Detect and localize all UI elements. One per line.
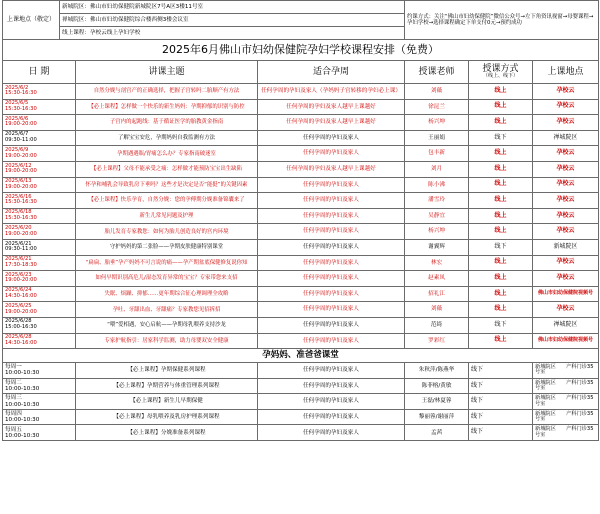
col-header-date: 日 期 — [3, 61, 76, 84]
session-row — [3, 239, 599, 255]
weekly-method: 线下 — [469, 409, 533, 425]
session-teacher: 王丽娟 — [405, 130, 469, 146]
session-week: 任何孕周的孕妇及家人越早上课越好 — [258, 161, 405, 177]
session-date-time: 09:30-11:00 — [5, 137, 37, 144]
session-date-time: 15:30-16:30 — [5, 199, 37, 206]
session-row — [3, 115, 599, 131]
session-method: 线上 — [469, 224, 533, 240]
session-date-day: 2025/6/28 — [5, 334, 32, 341]
session-teacher: 徐昆兰 — [405, 99, 469, 115]
session-location: 孕校云 — [533, 208, 599, 224]
session-location: 佛山市妇幼保健院视频号 — [533, 333, 599, 349]
session-location: 孕校云 — [533, 146, 599, 162]
session-method: 线上 — [469, 99, 533, 115]
session-row — [3, 224, 599, 240]
weekly-location: 新城院区 产科门诊35号室 — [533, 394, 599, 410]
session-method: 线上 — [469, 115, 533, 131]
weekly-method: 线下 — [469, 425, 533, 441]
session-date — [3, 271, 76, 287]
region-online: 线上课程：孕校云线上孕妇学校 — [60, 27, 405, 40]
weekly-row — [3, 394, 599, 410]
session-method: 线上 — [469, 146, 533, 162]
weekly-topic: 【必上课程】母乳喂养及乳房护理系列课程 — [76, 409, 258, 425]
session-date — [3, 286, 76, 302]
session-teacher: 刘月 — [405, 161, 469, 177]
weekly-method: 线下 — [469, 363, 533, 379]
weekly-location: 新城院区 产科门诊35号室 — [533, 409, 599, 425]
session-location: 孕校云 — [533, 224, 599, 240]
session-location: 孕校云 — [533, 177, 599, 193]
session-method: 线上 — [469, 302, 533, 318]
session-teacher: 刘薇 — [405, 302, 469, 318]
weekly-teacher: 黎丽蓉/谢丽萍 — [405, 409, 469, 425]
weekly-location: 新城院区 产科门诊35号室 — [533, 363, 599, 379]
page-title: 2025年6月佛山市妇幼保健院孕妇学校课程安排（免费） — [3, 40, 599, 61]
weekly-day-time: 10:00-10:30 — [5, 432, 40, 439]
session-date — [3, 99, 76, 115]
session-teacher: 陈小沸 — [405, 177, 469, 193]
session-date-time: 17:30-18:30 — [5, 261, 37, 268]
weekly-day-name: 每周三 — [5, 395, 22, 402]
region-xincheng: 新城院区：佛山市妇幼保健院新城院区7号A区3楼11号室 — [60, 1, 405, 14]
session-method: 线上 — [469, 177, 533, 193]
session-method: 线上 — [469, 161, 533, 177]
weekly-week: 任何孕周的孕妇及家人 — [258, 409, 405, 425]
session-location: 孕校云 — [533, 271, 599, 287]
session-week: 任何孕周的孕妇及家人 — [258, 130, 405, 146]
session-teacher: 范绮 — [405, 317, 469, 333]
session-date-time: 19:00-20:00 — [5, 277, 37, 284]
session-date — [3, 333, 76, 349]
session-date — [3, 317, 76, 333]
weekly-day-name: 每周一 — [5, 364, 22, 371]
session-date-day: 2025/6/20 — [5, 224, 32, 231]
session-teacher: 罗彩红 — [405, 333, 469, 349]
weekly-week: 任何孕周的孕妇及家人 — [258, 394, 405, 410]
col-header-week: 适合孕周 — [258, 61, 405, 84]
session-location: 禅城院区 — [533, 317, 599, 333]
session-date — [3, 224, 76, 240]
weekly-location: 新城院区 产科门诊35号室 — [533, 425, 599, 441]
session-week: 任何孕周的孕妇及家人 — [258, 286, 405, 302]
session-row — [3, 271, 599, 287]
weekly-row — [3, 409, 599, 425]
session-row — [3, 255, 599, 271]
session-row — [3, 84, 599, 100]
session-topic: 【必上课程】快乐孕育，自然分娩：您的孕傅期分娩准备锦囊来了 — [76, 193, 258, 209]
session-method: 线上 — [469, 84, 533, 100]
weekly-day — [3, 363, 76, 379]
weekly-day-name: 每周五 — [5, 426, 22, 433]
session-row — [3, 193, 599, 209]
session-date-day: 2025/6/2 — [5, 84, 29, 91]
weekly-day-time: 10:00-10:30 — [5, 401, 40, 408]
session-row — [3, 130, 599, 146]
session-topic: “喂”爱相遇，安心启航——孕期母乳喂养支持沙龙 — [76, 317, 258, 333]
weekly-location: 新城院区 产科门诊35号室 — [533, 378, 599, 394]
booking-note: 约课方式：关注“佛山市妇幼保健院”微信公众号→左下角资讯视窗→母婴课程→孕妇学校→选择课程确定下单支付0元→预约成功 — [405, 1, 599, 40]
session-row — [3, 146, 599, 162]
session-teacher: 林宏 — [405, 255, 469, 271]
session-teacher: 赵素凤 — [405, 271, 469, 287]
session-location: 孕校云 — [533, 255, 599, 271]
session-date-day: 2025/6/23 — [5, 271, 32, 278]
session-method: 线上 — [469, 333, 533, 349]
weekly-week: 任何孕周的孕妇及家人 — [258, 425, 405, 441]
weekly-method: 线下 — [469, 394, 533, 410]
session-week: 任何孕周的孕妇及家人（孕妈妈子宫转移的孕妇必上课） — [258, 84, 405, 100]
session-date — [3, 208, 76, 224]
session-topic: 专家护航指引：居家科学监测，助力母婴双安全健康 — [76, 333, 258, 349]
col-header-teacher: 授课老师 — [405, 61, 469, 84]
session-method: 线下 — [469, 130, 533, 146]
session-date-day: 2025/6/7 — [5, 131, 29, 138]
session-topic: 孕期遇遇瓶/胃痛怎么办？专家指南破迷室 — [76, 146, 258, 162]
weekly-section-row — [3, 349, 599, 363]
region-chancheng: 禅城院区：佛山市妇幼保健院综合楼西侧3楼会议室 — [60, 14, 405, 27]
session-location: 孕校云 — [533, 115, 599, 131]
weekly-day-time: 10:00-10:30 — [5, 385, 40, 392]
col-header-method — [469, 61, 533, 84]
session-topic: 了解宝宝安危，孕期妈妈自我监测有方法 — [76, 130, 258, 146]
location-label: 上课地点（敬定） — [3, 1, 60, 40]
weekly-topic: 【必上课程】孕期保健系列课程 — [76, 363, 258, 379]
session-location: 佛山市妇幼保健院视频号 — [533, 286, 599, 302]
session-date — [3, 255, 76, 271]
session-row — [3, 161, 599, 177]
session-date — [3, 115, 76, 131]
session-teacher: 刘薇 — [405, 84, 469, 100]
session-topic: 如何早期识别高危儿/湿态发育异常的宝宝？专家带您来支招 — [76, 271, 258, 287]
session-date — [3, 130, 76, 146]
session-week: 任何孕周的孕妇及家人 — [258, 146, 405, 162]
session-teacher: 包丰新 — [405, 146, 469, 162]
weekly-teacher: 朱秋萍/陈燕华 — [405, 363, 469, 379]
session-teacher: 吴静宜 — [405, 208, 469, 224]
weekly-day — [3, 409, 76, 425]
session-date-time: 15:00-16:30 — [5, 324, 37, 331]
session-topic: 【必上课程】怎样做一个快乐的新生妈妈：孕期抑郁的识别与防控 — [76, 99, 258, 115]
session-week: 任何孕周的孕妇及家人 — [258, 177, 405, 193]
session-date-day: 2025/6/21 — [5, 256, 32, 263]
session-date-day: 2025/6/21 — [5, 240, 32, 247]
session-method: 线下 — [469, 239, 533, 255]
session-teacher: 招礼江 — [405, 286, 469, 302]
session-teacher: 潘雪玲 — [405, 193, 469, 209]
session-topic: 自然分娩与剖宫产的正确选择，把握子宫转吗二胎顺产有方法 — [76, 84, 258, 100]
session-date-day: 2025/6/25 — [5, 302, 32, 309]
session-date-time: 19:00-20:00 — [5, 230, 37, 237]
session-topic: 【必上课程】父母不能承受之痛：怎样做才能预防宝宝出生缺陷 — [76, 161, 258, 177]
session-date-time: 15:30-16:30 — [5, 215, 37, 222]
session-week: 任何孕周的孕妇及家人 — [258, 271, 405, 287]
session-teacher: 杨兴坤 — [405, 115, 469, 131]
weekly-day-name: 每周四 — [5, 411, 22, 418]
session-location: 孕校云 — [533, 193, 599, 209]
col-header-topic: 讲课主题 — [76, 61, 258, 84]
session-date-time: 15:30-16:30 — [5, 105, 37, 112]
session-topic: “扁扁、胎垂”孕产妈妈不可言说的痛——孕产期盆底保健修复说你知 — [76, 255, 258, 271]
session-date-day: 2025/6/6 — [5, 115, 29, 122]
session-location: 孕校云 — [533, 99, 599, 115]
session-method: 线下 — [469, 317, 533, 333]
weekly-row — [3, 378, 599, 394]
session-date-time: 19:00-20:00 — [5, 152, 37, 159]
weekly-row — [3, 425, 599, 441]
weekly-day — [3, 378, 76, 394]
session-method: 线上 — [469, 193, 533, 209]
session-week: 任何孕周的孕妇及家人 — [258, 239, 405, 255]
session-date-day: 2025/6/18 — [5, 209, 32, 216]
session-teacher: 谢翼辉 — [405, 239, 469, 255]
session-date-day: 2025/6/16 — [5, 193, 32, 200]
session-date — [3, 239, 76, 255]
session-row — [3, 99, 599, 115]
session-teacher: 杨兴坤 — [405, 224, 469, 240]
session-date-day: 2025/6/24 — [5, 287, 32, 294]
weekly-topic: 【必上课程】分娩准备系列课程 — [76, 425, 258, 441]
session-date-time: 19:00-20:00 — [5, 121, 37, 128]
session-topic: 守护妈妈的第二张脸——孕期皮肤健康特别课堂 — [76, 239, 258, 255]
session-date-time: 15:30-16:30 — [5, 90, 37, 97]
weekly-week: 任何孕周的孕妇及家人 — [258, 378, 405, 394]
weekly-topic: 【必上课程】孕期营养与体重管理系列课程 — [76, 378, 258, 394]
weekly-day-time: 10:00-10:30 — [5, 370, 40, 377]
session-date — [3, 193, 76, 209]
session-topic: 子宫内的起跑线：基于循证医学的胎教黄金指南 — [76, 115, 258, 131]
schedule-table — [2, 0, 599, 441]
session-location: 禅城院区 — [533, 130, 599, 146]
weekly-day-time: 10:00-10:30 — [5, 417, 40, 424]
weekly-day — [3, 394, 76, 410]
session-date-day: 2025/6/9 — [5, 146, 29, 153]
session-date-time: 14:30-16:00 — [5, 339, 37, 346]
session-date-time: 14:30-16:00 — [5, 293, 37, 300]
session-topic: 胎儿发育专家教您：如何为胎儿创造良好的宫内环境 — [76, 224, 258, 240]
session-row — [3, 208, 599, 224]
session-date — [3, 161, 76, 177]
session-location: 孕校云 — [533, 302, 599, 318]
session-topic: 失眠、烦躁、抑郁……更年期综合征心理调理全攻略 — [76, 286, 258, 302]
session-date-time: 09:30-11:00 — [5, 246, 37, 253]
session-date — [3, 177, 76, 193]
session-method: 线上 — [469, 255, 533, 271]
session-location: 孕校云 — [533, 161, 599, 177]
session-date-time: 19:00-20:00 — [5, 308, 37, 315]
session-topic: 怀孕和哺乳会导致乳房下垂吗？这些才是决定是否“能挺”的关键因素 — [76, 177, 258, 193]
weekly-teacher: 王磊/林夏蓉 — [405, 394, 469, 410]
col-header-method-label: 授课方式 — [482, 63, 519, 74]
session-week: 任何孕周的孕妇及家人越早上课越好 — [258, 99, 405, 115]
session-date-day: 2025/6/5 — [5, 100, 29, 107]
session-week: 任何孕周的孕妇及家人 — [258, 208, 405, 224]
session-row — [3, 317, 599, 333]
col-header-location: 上课地点 — [533, 61, 599, 84]
session-date — [3, 84, 76, 100]
weekly-week: 任何孕周的孕妇及家人 — [258, 363, 405, 379]
session-date-time: 19:00-20:00 — [5, 168, 37, 175]
weekly-teacher: 陈菲榕/黄敏 — [405, 378, 469, 394]
session-week: 任何孕周的孕妇及家人 — [258, 224, 405, 240]
session-week: 任何孕周的孕妇及家人 — [258, 193, 405, 209]
col-header-method-sub: （线上、线下） — [483, 73, 519, 80]
weekly-row — [3, 363, 599, 379]
session-location: 孕校云 — [533, 84, 599, 100]
weekly-section-title: 孕妈妈、准爸爸课堂 — [3, 349, 599, 363]
session-row — [3, 286, 599, 302]
session-week: 任何孕周的孕妇及家人 — [258, 255, 405, 271]
session-week: 任何孕周的孕妇及家人越早上课越好 — [258, 115, 405, 131]
session-location: 新城院区 — [533, 239, 599, 255]
session-week: 任何孕周的孕妇及家人 — [258, 302, 405, 318]
weekly-method: 线下 — [469, 378, 533, 394]
session-topic: 孕吐、牙龈出血、牙龈痛？专家教您见招拆招 — [76, 302, 258, 318]
session-date-day: 2025/6/12 — [5, 162, 32, 169]
session-method: 线上 — [469, 271, 533, 287]
weekly-day — [3, 425, 76, 441]
session-method: 线上 — [469, 208, 533, 224]
session-date — [3, 146, 76, 162]
weekly-topic: 【必上课程】新生儿早期保健 — [76, 394, 258, 410]
weekly-teacher: 孟茜 — [405, 425, 469, 441]
session-date-day: 2025/6/28 — [5, 318, 32, 325]
session-date-time: 19:00-20:00 — [5, 183, 37, 190]
session-row — [3, 333, 599, 349]
weekly-day-name: 每周二 — [5, 379, 22, 386]
session-topic: 新生儿常见问题及护理 — [76, 208, 258, 224]
session-method: 线上 — [469, 286, 533, 302]
session-date — [3, 302, 76, 318]
session-date-day: 2025/6/13 — [5, 178, 32, 185]
session-week: 任何孕周的孕妇及家人 — [258, 317, 405, 333]
session-row — [3, 302, 599, 318]
session-week: 任何孕周的孕妇及家人 — [258, 333, 405, 349]
session-row — [3, 177, 599, 193]
